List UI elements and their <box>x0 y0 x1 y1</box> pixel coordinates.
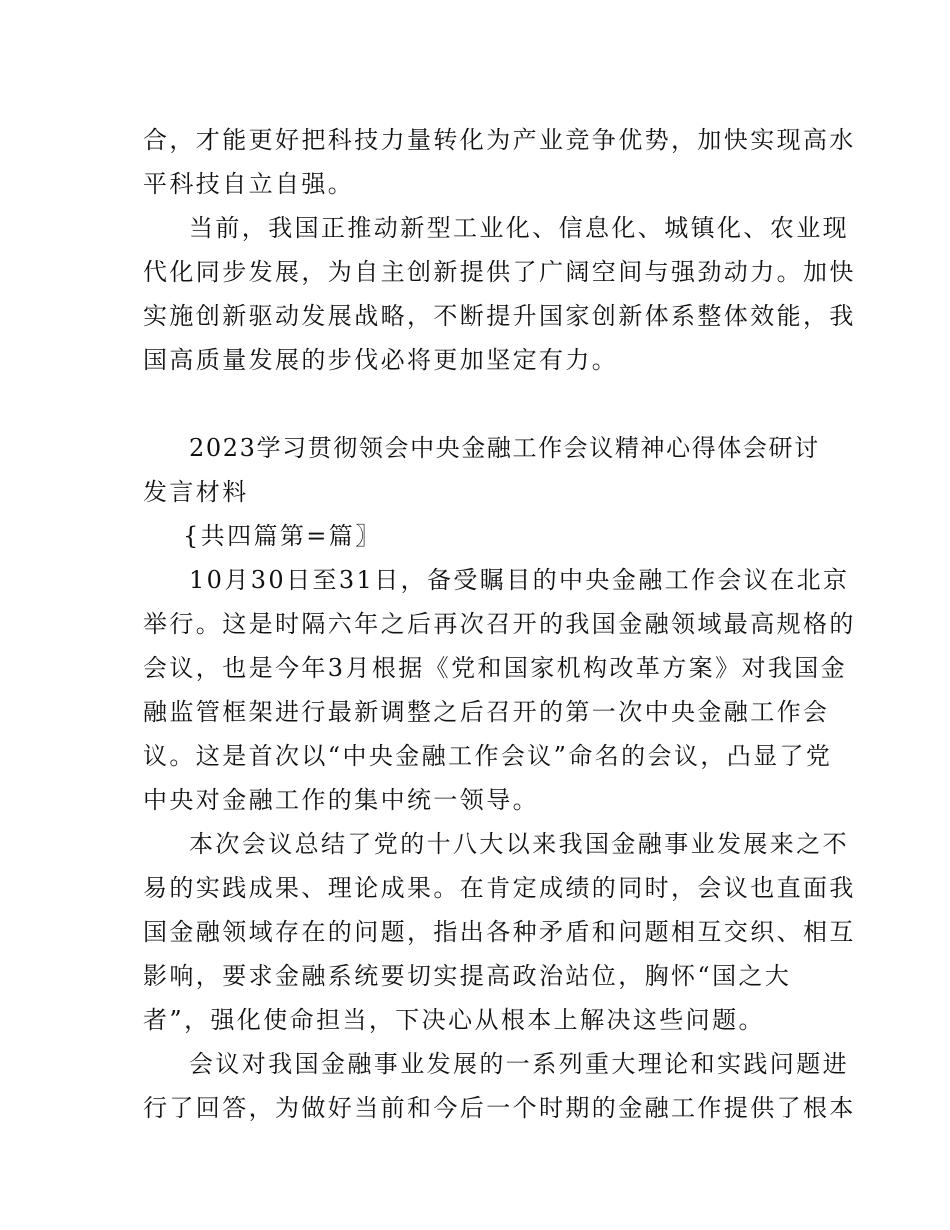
paragraph-answers <box>143 1042 856 1130</box>
text-line: 融监管框架进行最新调整之后召开的第一次中央金融工作会 <box>143 698 830 726</box>
text-line: 议。这是首次以“中央金融工作会议”命名的会议，凸显了党 <box>143 742 833 770</box>
subtitle-line: {共四篇第=篇〗 <box>183 522 382 550</box>
document-body <box>143 118 856 1130</box>
text-line: 实施创新驱动发展战略，不断提升国家创新体系整体效能，我 <box>143 302 856 330</box>
text-line: 会议，也是今年3月根据《党和国家机构改革方案》对我国金 <box>143 654 848 682</box>
text-line: 平科技自立自强。 <box>143 170 355 198</box>
text-line: 行了回答，为做好当前和今后一个时期的金融工作提供了根本 <box>143 1094 856 1122</box>
title-line: 2023学习贯彻领会中央金融工作会议精神心得体会研讨 <box>189 434 820 462</box>
article-subtitle <box>143 514 811 558</box>
text-line: 10月30日至31日，备受瞩目的中央金融工作会议在北京 <box>189 566 850 594</box>
article-title <box>143 426 820 514</box>
text-line: 会议对我国金融事业发展的一系列重大理论和实践问题进 <box>189 1050 849 1078</box>
text-line: 易的实践成果、理论成果。在肯定成绩的同时，会议也直面我 <box>143 874 856 902</box>
blank-line <box>143 382 811 426</box>
text-line: 国金融领域存在的问题，指出各种矛盾和问题相互交织、相互 <box>143 918 856 946</box>
text-line: 代化同步发展，为自主创新提供了广阔空间与强劲动力。加快 <box>143 258 856 286</box>
text-line: 本次会议总结了党的十八大以来我国金融事业发展来之不 <box>189 830 849 858</box>
title-line: 发言材料 <box>143 478 249 506</box>
paragraph-summary <box>143 822 856 1042</box>
paragraph-current-development <box>143 206 856 382</box>
paragraph-continuation <box>143 118 856 206</box>
text-line: 中央对金融工作的集中统一领导。 <box>143 786 539 814</box>
text-line: 合，才能更好把科技力量转化为产业竞争优势，加快实现高水 <box>143 126 856 154</box>
text-line: 影响，要求金融系统要切实提高政治站位，胸怀“国之大 <box>143 962 792 990</box>
text-line: 当前，我国正推动新型工业化、信息化、城镇化、农业现 <box>189 214 849 242</box>
text-line: 举行。这是时隔六年之后再次召开的我国金融领域最高规格的 <box>143 610 856 638</box>
paragraph-meeting <box>143 558 856 822</box>
text-line: 者”，强化使命担当，下决心从根本上解决这些问题。 <box>143 1006 765 1034</box>
text-line: 国高质量发展的步伐必将更加坚定有力。 <box>143 346 619 374</box>
